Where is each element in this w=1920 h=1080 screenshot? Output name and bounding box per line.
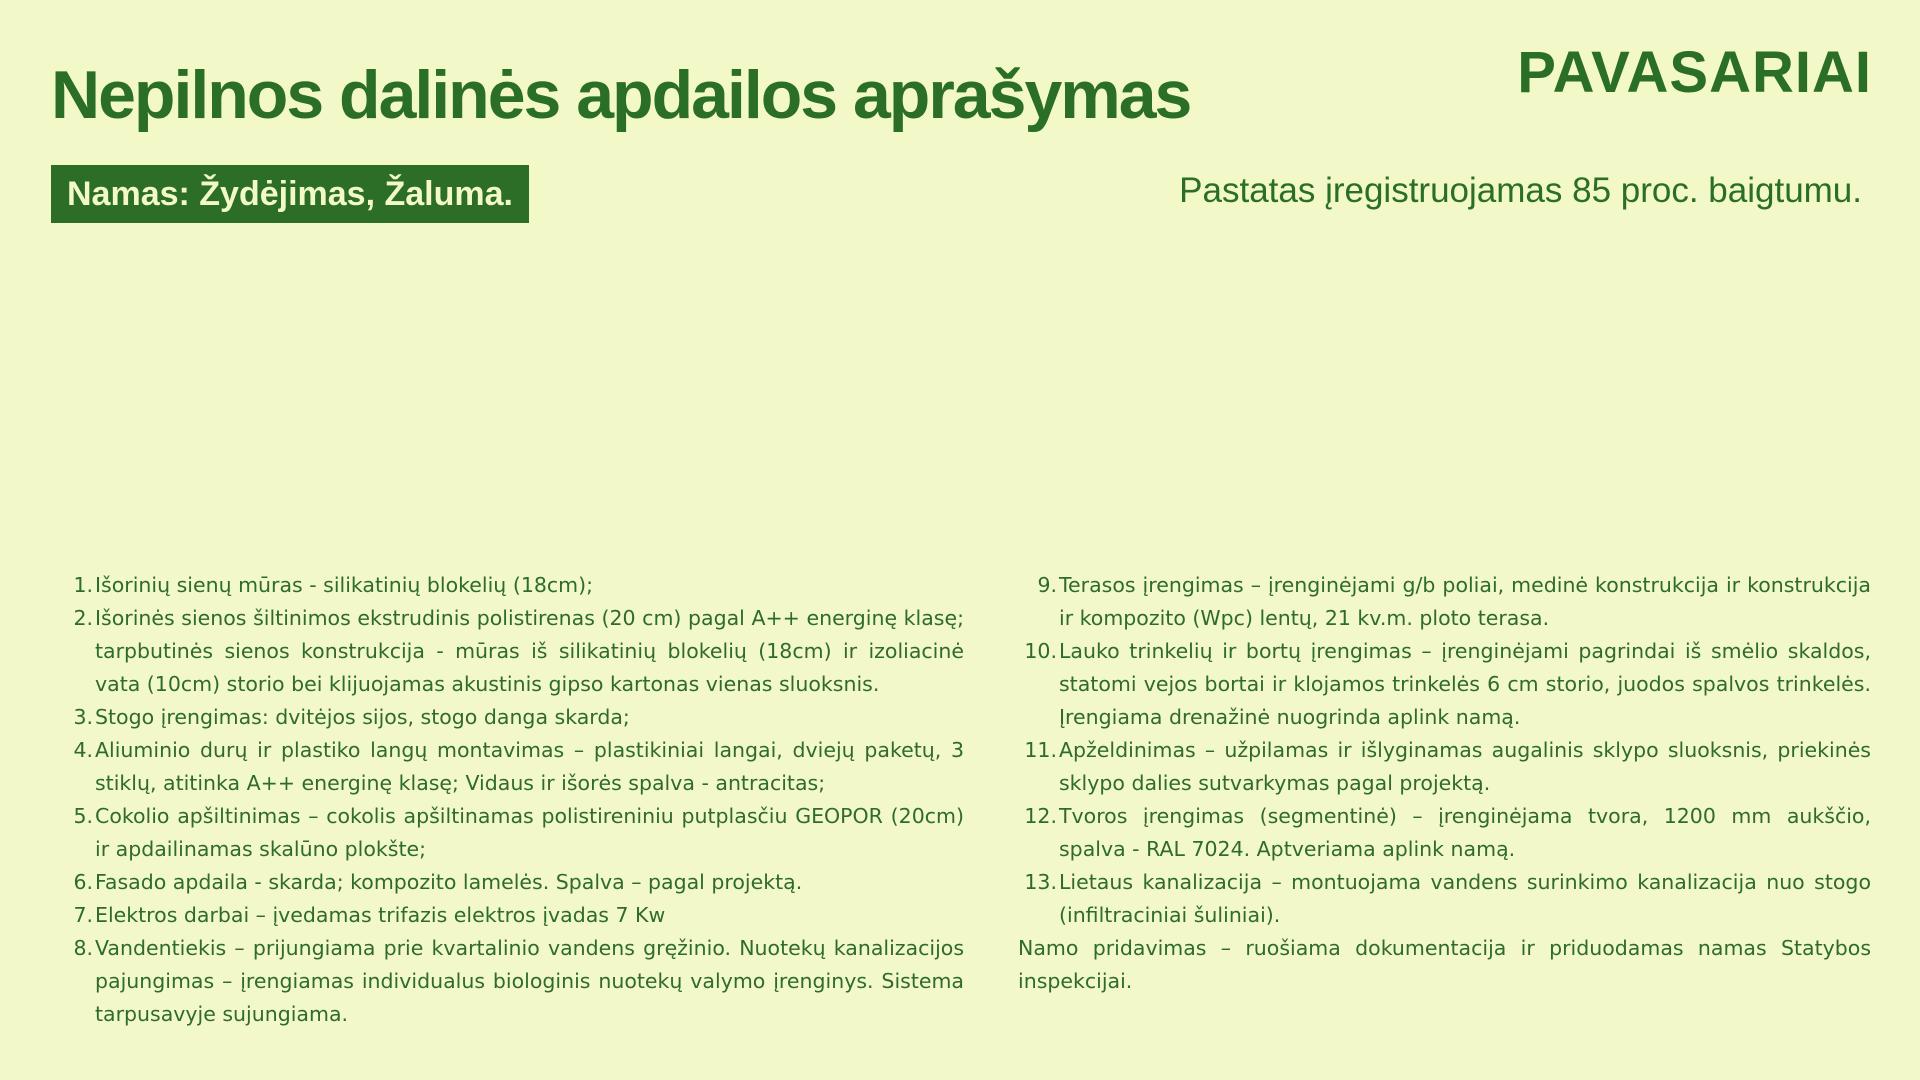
list-item-number: 12.: [1024, 804, 1057, 828]
spec-list-right: [1018, 569, 1871, 998]
list-item-number: 11.: [1024, 738, 1057, 762]
list-item: [1018, 569, 1871, 635]
list-item: [1018, 866, 1871, 932]
brand-logo-text: PAVASARIAI: [1517, 40, 1872, 105]
page-title: Nepilnos dalinės apdailos aprašymas: [51, 57, 1191, 133]
list-item: [1018, 635, 1871, 734]
list-item: [60, 932, 964, 1031]
list-item-text: Išorinių sienų mūras - silikatinių blokelių (18cm);: [95, 573, 594, 597]
list-item-text: Tvoros įrengimas (segmentinė) – įrenginėjama tvora, 1200 mm aukščio, spalva - RAL 7024. Aptveriama aplink namą.: [1059, 804, 1871, 861]
list-item-text: Aliuminio durų ir plastiko langų montavimas – plastikiniai langai, dviejų paketų, 3 stiklų, atitinka A++ energinę klasę; Vidaus ir išorės spalva - antracitas;: [95, 738, 964, 795]
list-item-text: Vandentiekis – prijungiama prie kvartalinio vandens gręžinio. Nuotekų kanalizacijos pajungimas – įrengiamas individualus biologinis nuotekų valymo įrenginys. Sistema tarpusavyje sujungiama.: [95, 936, 964, 1026]
list-item-text: Fasado apdaila - skarda; kompozito lamelės. Spalva – pagal projektą.: [95, 870, 803, 894]
list-item-text: Išorinės sienos šiltinimos ekstrudinis polistirenas (20 cm) pagal A++ energinę klasę; tarpbutinės sienos konstrukcija - mūras iš silikatinių blokelių (18cm) ir izoliacinė vata (10cm) storio bei klijuojamas akustinis gipso kartonas vienas sluoksnis.: [95, 606, 964, 696]
list-item-number: 13.: [1024, 870, 1057, 894]
list-item-number: 2.: [73, 606, 93, 630]
list-item: [60, 602, 964, 701]
list-item: [1018, 800, 1871, 866]
list-item: [60, 866, 964, 899]
list-item: [60, 899, 964, 932]
list-item-number: 5.: [73, 804, 93, 828]
list-item-number: 3.: [73, 705, 93, 729]
list-item-text: Lietaus kanalizacija – montuojama vandens surinkimo kanalizacija nuo stogo (infiltraciniai šuliniai).: [1059, 870, 1871, 927]
registration-note: Pastatas įregistruojamas 85 proc. baigtumu.: [1179, 171, 1862, 210]
list-item-number: 10.: [1024, 639, 1057, 663]
list-item-number: 7.: [73, 903, 93, 927]
house-label-badge: Namas: Žydėjimas, Žaluma.: [51, 165, 529, 223]
list-item-number: 4.: [73, 738, 93, 762]
list-item: [60, 569, 964, 602]
list-item-number: 9.: [1037, 573, 1057, 597]
list-item: [60, 701, 964, 734]
list-item: [1018, 734, 1871, 800]
list-item-number: 8.: [73, 936, 93, 960]
list-item-number: 6.: [73, 870, 93, 894]
list-item-text: Elektros darbai – įvedamas trifazis elektros įvadas 7 Kw: [95, 903, 666, 927]
list-item-text: Apželdinimas – užpilamas ir išlyginamas augalinis sklypo sluoksnis, priekinės sklypo dalies sutvarkymas pagal projektą.: [1059, 738, 1871, 795]
closing-note: Namo pridavimas – ruošiama dokumentacija ir priduodamas namas Statybos inspekcijai.: [1018, 936, 1871, 993]
list-item: [60, 734, 964, 800]
list-item-number: 1.: [73, 573, 93, 597]
list-item: [60, 800, 964, 866]
spec-list-left: [60, 569, 964, 1031]
list-item-text: Lauko trinkelių ir bortų įrengimas – įrenginėjami pagrindai iš smėlio skaldos, statomi vejos bortai ir klojamos trinkelės 6 cm storio, juodos spalvos trinkelės. Įrengiama drenažinė nuogrinda aplink namą.: [1059, 639, 1871, 729]
list-item-text: Cokolio apšiltinimas – cokolis apšiltinamas polistireniniu putplasčiu GEOPOR (20cm) ir apdailinamas skalūno plokšte;: [95, 804, 964, 861]
list-item-text: Stogo įrengimas: dvitėjos sijos, stogo danga skarda;: [95, 705, 630, 729]
list-item-text: Terasos įrengimas – įrenginėjami g/b poliai, medinė konstrukcija ir konstrukcija ir kompozito (Wpc) lentų, 21 kv.m. ploto terasa.: [1059, 573, 1871, 630]
